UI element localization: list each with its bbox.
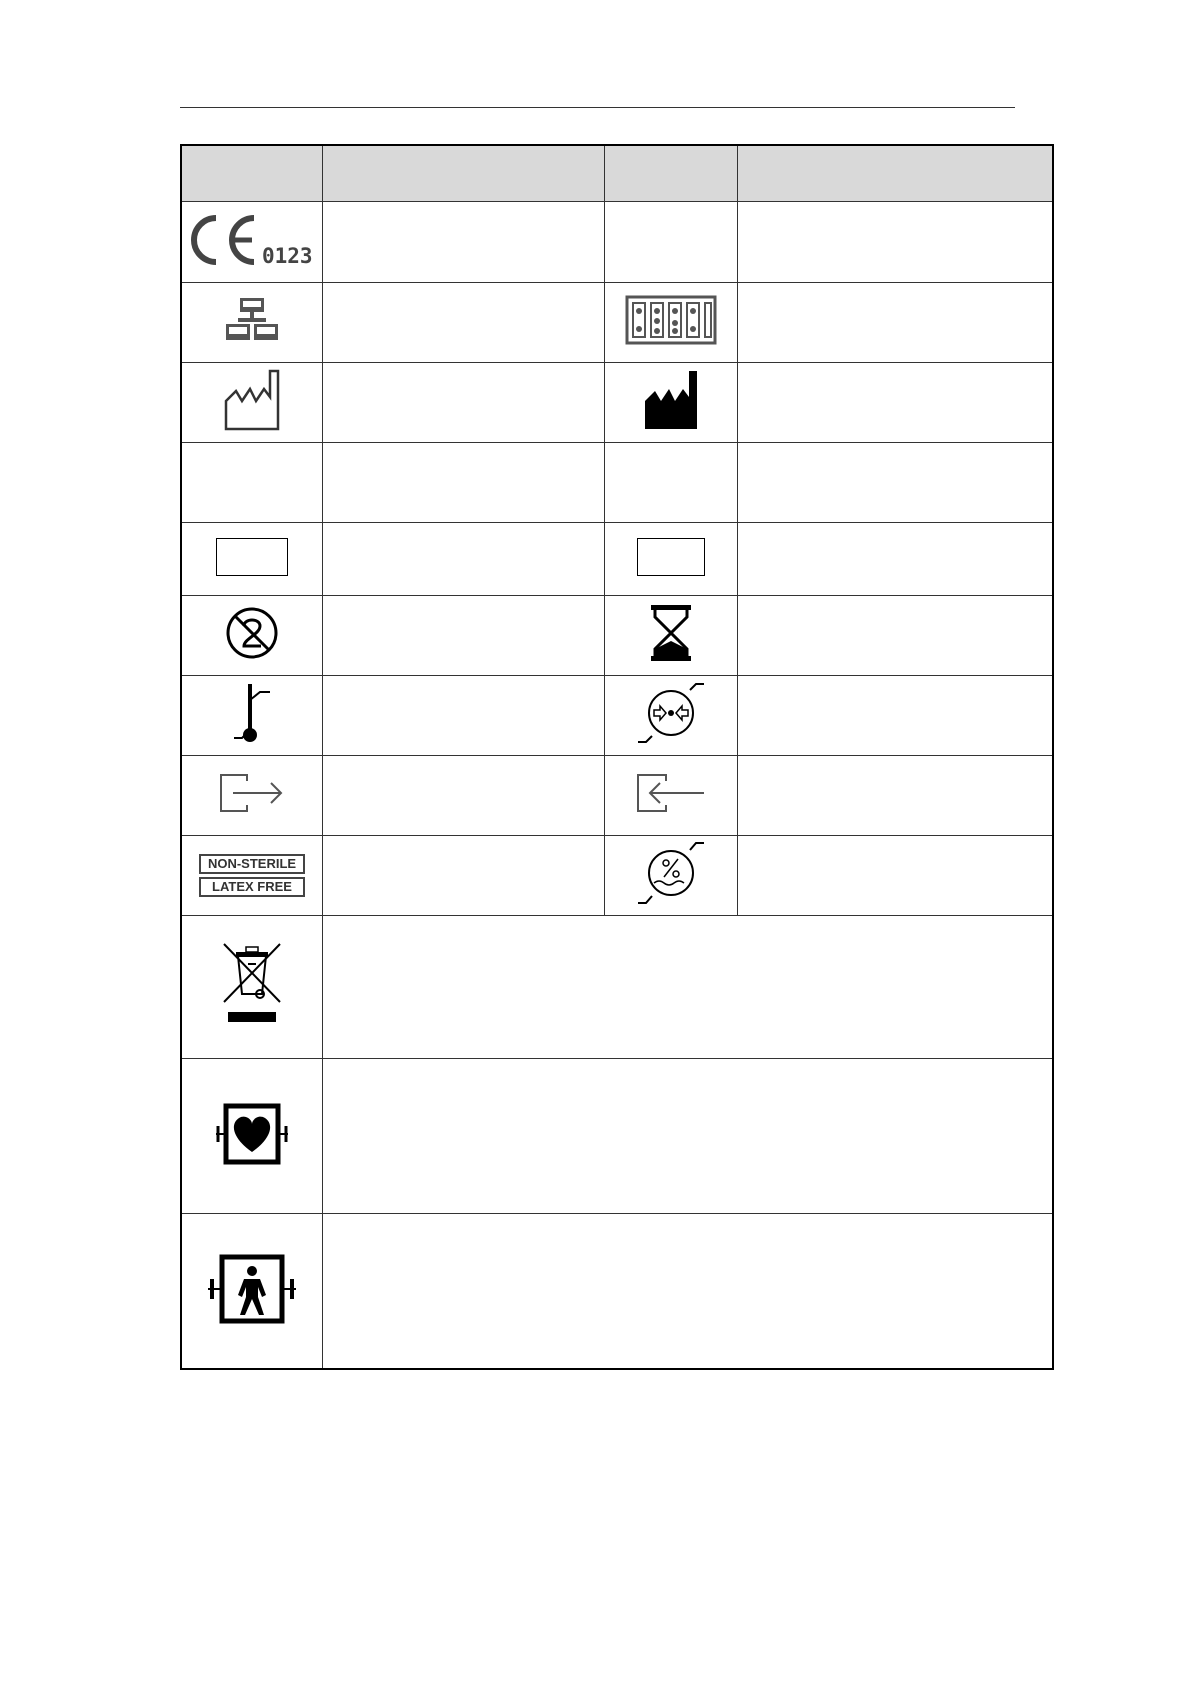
header-cell	[738, 146, 1053, 202]
symbols-table	[181, 145, 1053, 1369]
symbol-description	[738, 523, 1053, 596]
use-by-date-icon	[649, 603, 693, 663]
symbol-cell	[182, 916, 323, 1059]
weee-disposal-icon	[220, 940, 284, 1030]
symbol-description	[738, 676, 1053, 756]
symbol-cell	[182, 596, 323, 676]
symbol-description	[323, 523, 605, 596]
header-cell	[323, 146, 605, 202]
input-icon	[636, 773, 706, 813]
symbol-description	[323, 596, 605, 676]
empty-box-icon	[216, 538, 288, 576]
symbol-description	[323, 836, 605, 916]
symbol-description	[738, 363, 1053, 443]
table-header-row	[182, 146, 1053, 202]
date-of-manufacture-icon	[222, 367, 282, 433]
table-row	[182, 443, 1053, 523]
humidity-limit-icon	[638, 837, 704, 909]
symbol-description	[323, 202, 605, 283]
symbol-description	[323, 363, 605, 443]
symbol-description	[323, 1059, 1053, 1214]
symbol-description	[738, 596, 1053, 676]
symbol-description	[323, 676, 605, 756]
table-row	[182, 1059, 1053, 1214]
table-row	[182, 202, 1053, 283]
symbol-description	[738, 283, 1053, 363]
do-not-reuse-icon	[225, 606, 279, 660]
symbol-description	[323, 756, 605, 836]
atmospheric-pressure-limit-icon	[638, 678, 704, 748]
symbol-description	[738, 756, 1053, 836]
symbol-cell	[182, 1214, 323, 1369]
table-row	[182, 523, 1053, 596]
symbol-cell	[182, 523, 323, 596]
symbol-cell	[605, 283, 738, 363]
network-connection-icon	[224, 296, 280, 344]
symbol-description	[323, 443, 605, 523]
symbol-cell	[182, 756, 323, 836]
manufacturer-icon	[641, 367, 701, 433]
table-row	[182, 1214, 1053, 1369]
symbol-description	[323, 283, 605, 363]
symbol-cell	[605, 523, 738, 596]
symbol-cell	[605, 202, 738, 283]
symbol-cell	[182, 676, 323, 756]
table-row	[182, 363, 1053, 443]
header-cell	[182, 146, 323, 202]
symbol-description	[738, 202, 1053, 283]
symbol-cell	[605, 756, 738, 836]
ce-notified-body-number: 0123	[262, 243, 313, 268]
symbol-description	[738, 443, 1053, 523]
table-row	[182, 916, 1053, 1059]
symbol-cell	[182, 443, 323, 523]
symbol-cell	[605, 443, 738, 523]
serial-number-icon	[625, 295, 717, 345]
symbol-cell	[605, 363, 738, 443]
header-cell	[605, 146, 738, 202]
symbol-description	[738, 836, 1053, 916]
table-row	[182, 756, 1053, 836]
symbol-description	[323, 916, 1053, 1059]
symbol-cell	[182, 363, 323, 443]
table-row	[182, 283, 1053, 363]
symbol-cell	[182, 202, 323, 283]
symbol-cell	[182, 283, 323, 363]
table-row	[182, 836, 1053, 916]
empty-box-icon	[637, 538, 705, 576]
latex-free-label: LATEX FREE	[199, 877, 305, 897]
header-rule	[180, 107, 1015, 108]
temperature-limit-icon	[230, 680, 274, 746]
symbol-description	[323, 1214, 1053, 1369]
symbol-cell	[605, 676, 738, 756]
symbol-cell	[182, 836, 323, 916]
ce-mark-icon	[186, 212, 318, 268]
defibrillation-proof-type-bf-icon	[204, 1253, 300, 1325]
output-icon	[219, 773, 285, 813]
non-sterile-label: NON-STERILE	[199, 854, 305, 874]
table-row	[182, 676, 1053, 756]
defibrillation-proof-type-cf-icon	[212, 1102, 292, 1166]
symbol-cell	[605, 596, 738, 676]
symbol-cell	[605, 836, 738, 916]
symbol-cell	[182, 1059, 323, 1214]
table-row	[182, 596, 1053, 676]
